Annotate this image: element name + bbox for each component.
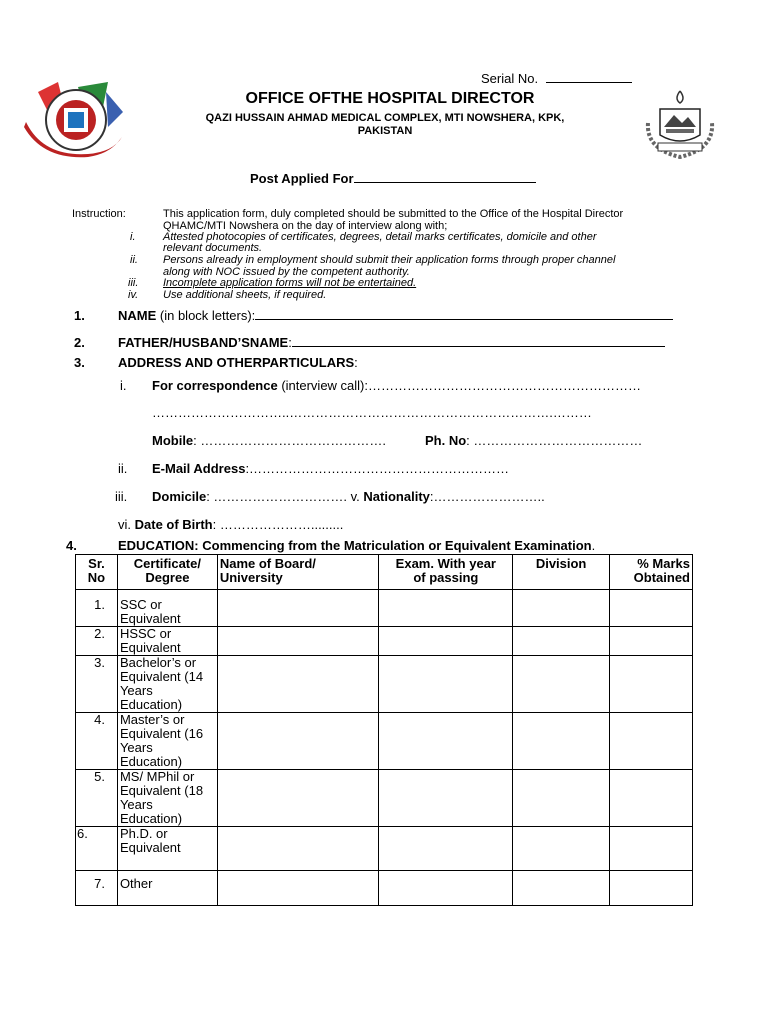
row-degree: Master’s or Equivalent (16 Years Education) — [117, 713, 217, 770]
father-colon: : — [288, 335, 292, 350]
row-degree: MS/ MPhil or Equivalent (18 Years Education) — [117, 770, 217, 827]
instruction-text: Attested photocopies of certificates, degrees, detail marks certificates, domicile and other — [163, 231, 597, 243]
sub-number: ii. — [118, 461, 128, 476]
instruction-text: relevant documents. — [163, 242, 263, 254]
marks-cell[interactable] — [610, 827, 693, 871]
exam-cell[interactable] — [379, 713, 513, 770]
field-number: 4. — [66, 538, 77, 553]
education-heading — [118, 538, 595, 553]
post-field[interactable] — [354, 182, 536, 183]
row-sr: 4. — [76, 713, 118, 770]
instruction-intro2: QHAMC/MTI Nowshera on the day of interview along with; — [163, 220, 448, 232]
header-exam: Exam. With year of passing — [379, 555, 513, 590]
exam-cell[interactable] — [379, 656, 513, 713]
instruction-num: iv. — [128, 289, 139, 301]
board-cell[interactable] — [217, 590, 379, 627]
post-label: Post Applied For — [250, 171, 354, 186]
division-cell[interactable] — [513, 871, 610, 906]
board-cell[interactable] — [217, 827, 379, 871]
division-cell[interactable] — [513, 713, 610, 770]
dob-field[interactable] — [118, 517, 343, 532]
serial-number — [481, 71, 632, 86]
father-name-input[interactable] — [292, 346, 665, 347]
instruction-intro1: This application form, duly completed should be submitted to the Office of the Hospital Director — [163, 208, 624, 220]
instruction-num: i. — [130, 231, 136, 243]
marks-cell[interactable] — [610, 871, 693, 906]
board-cell[interactable] — [217, 656, 379, 713]
instruction-num: ii. — [130, 254, 138, 266]
address-heading — [118, 355, 358, 370]
board-cell[interactable] — [217, 770, 379, 827]
education-label: EDUCATION: Commencing from the Matriculation or Equivalent Examination — [118, 538, 592, 553]
header-board: Name of Board/ University — [217, 555, 379, 590]
division-cell[interactable] — [513, 627, 610, 656]
dob-dots: : …………………......... — [212, 517, 344, 532]
address-label: ADDRESS AND OTHERPARTICULARS — [118, 355, 355, 370]
division-cell[interactable] — [513, 656, 610, 713]
phone-dots: : ………………………………… — [466, 433, 643, 448]
domicile-dots: : …………………………. v. — [206, 489, 360, 504]
table-row — [76, 770, 693, 827]
name-field — [118, 308, 673, 323]
header-sr: Sr. No — [76, 555, 118, 590]
marks-cell[interactable] — [610, 656, 693, 713]
name-sublabel: (in block letters): — [156, 308, 256, 323]
board-cell[interactable] — [217, 627, 379, 656]
name-label: NAME — [118, 308, 157, 323]
education-table — [75, 554, 693, 906]
instruction-text: Use additional sheets, if required. — [163, 289, 327, 301]
row-sr: 1. — [76, 590, 118, 627]
correspondence-line2[interactable]: …………………………..…………………………………………………….……… — [152, 405, 592, 420]
board-cell[interactable] — [217, 871, 379, 906]
header-division: Division — [513, 555, 610, 590]
sub-number: iii. — [115, 489, 128, 504]
row-degree: Ph.D. or Equivalent — [117, 827, 217, 871]
header-certificate: Certificate/ Degree — [117, 555, 217, 590]
row-sr: 2. — [76, 627, 118, 656]
education-end: . — [591, 538, 596, 553]
marks-cell[interactable] — [610, 770, 693, 827]
email-dots: :…………………………………………………… — [245, 461, 510, 476]
exam-cell[interactable] — [379, 590, 513, 627]
domicile-label: Domicile — [152, 489, 207, 504]
exam-cell[interactable] — [379, 627, 513, 656]
nationality-label: Nationality — [363, 489, 430, 504]
phone-field[interactable] — [425, 433, 642, 448]
row-sr: 3. — [76, 656, 118, 713]
field-number: 3. — [74, 355, 85, 370]
domicile-field[interactable] — [152, 489, 545, 504]
instruction-text: Incomplete application forms will not be entertained. — [163, 277, 417, 289]
instruction-label: Instruction: — [72, 208, 126, 220]
marks-cell[interactable] — [610, 627, 693, 656]
father-name-field — [118, 335, 665, 350]
mobile-field[interactable] — [152, 433, 386, 448]
exam-cell[interactable] — [379, 770, 513, 827]
correspondence-sublabel: (interview call): — [277, 378, 368, 393]
father-name-label: FATHER/HUSBAND’SNAME — [118, 335, 289, 350]
header-marks: % Marks Obtained — [610, 555, 693, 590]
table-row — [76, 871, 693, 906]
division-cell[interactable] — [513, 827, 610, 871]
table-header-row — [76, 555, 693, 590]
correspondence-label: For correspondence — [152, 378, 278, 393]
phone-label: Ph. No — [425, 433, 467, 448]
dob-label: Date of Birth — [134, 517, 213, 532]
exam-cell[interactable] — [379, 827, 513, 871]
post-applied-for — [250, 171, 536, 186]
board-cell[interactable] — [217, 713, 379, 770]
field-number: 1. — [74, 308, 85, 323]
instruction-text: Persons already in employment should submit their application forms through proper channel — [163, 254, 616, 266]
correspondence-dots: ……………………………………………………… — [368, 378, 641, 393]
dob-num: vi. — [118, 517, 131, 532]
office-title: OFFICE OFTHE HOSPITAL DIRECTOR — [245, 90, 535, 107]
nationality-dots: :…………………….. — [429, 489, 545, 504]
table-row — [76, 627, 693, 656]
complex-name-line1: QAZI HUSSAIN AHMAD MEDICAL COMPLEX, MTI NOWSHERA, KPK, — [205, 112, 565, 124]
mobile-label: Mobile — [152, 433, 194, 448]
address-colon: : — [354, 355, 358, 370]
row-sr: 5. — [76, 770, 118, 827]
serial-label: Serial No. — [481, 71, 539, 86]
row-sr: 6. — [76, 827, 118, 871]
row-degree: Bachelor’s or Equivalent (14 Years Education) — [117, 656, 217, 713]
division-cell[interactable] — [513, 590, 610, 627]
instruction-text: along with NOC issued by the competent authority. — [163, 266, 410, 278]
correspondence-field[interactable] — [152, 378, 641, 393]
table-row — [76, 827, 693, 871]
field-number: 2. — [74, 335, 85, 350]
marks-cell[interactable] — [610, 713, 693, 770]
exam-cell[interactable] — [379, 871, 513, 906]
row-degree: SSC or Equivalent — [117, 590, 217, 627]
complex-name-line2: PAKISTAN — [357, 125, 413, 137]
row-degree: HSSC or Equivalent — [117, 627, 217, 656]
instruction-num: iii. — [128, 277, 139, 289]
division-cell[interactable] — [513, 770, 610, 827]
table-row — [76, 656, 693, 713]
row-degree: Other — [117, 871, 217, 906]
marks-cell[interactable] — [610, 590, 693, 627]
mobile-dots: : ……………………………………. — [193, 433, 387, 448]
table-row — [76, 590, 693, 627]
name-input[interactable] — [255, 319, 673, 320]
serial-field[interactable] — [546, 82, 632, 83]
email-label: E-Mail Address — [152, 461, 246, 476]
sub-number: i. — [120, 378, 127, 393]
row-sr: 7. — [76, 871, 118, 906]
table-row — [76, 713, 693, 770]
email-field[interactable] — [152, 461, 509, 476]
